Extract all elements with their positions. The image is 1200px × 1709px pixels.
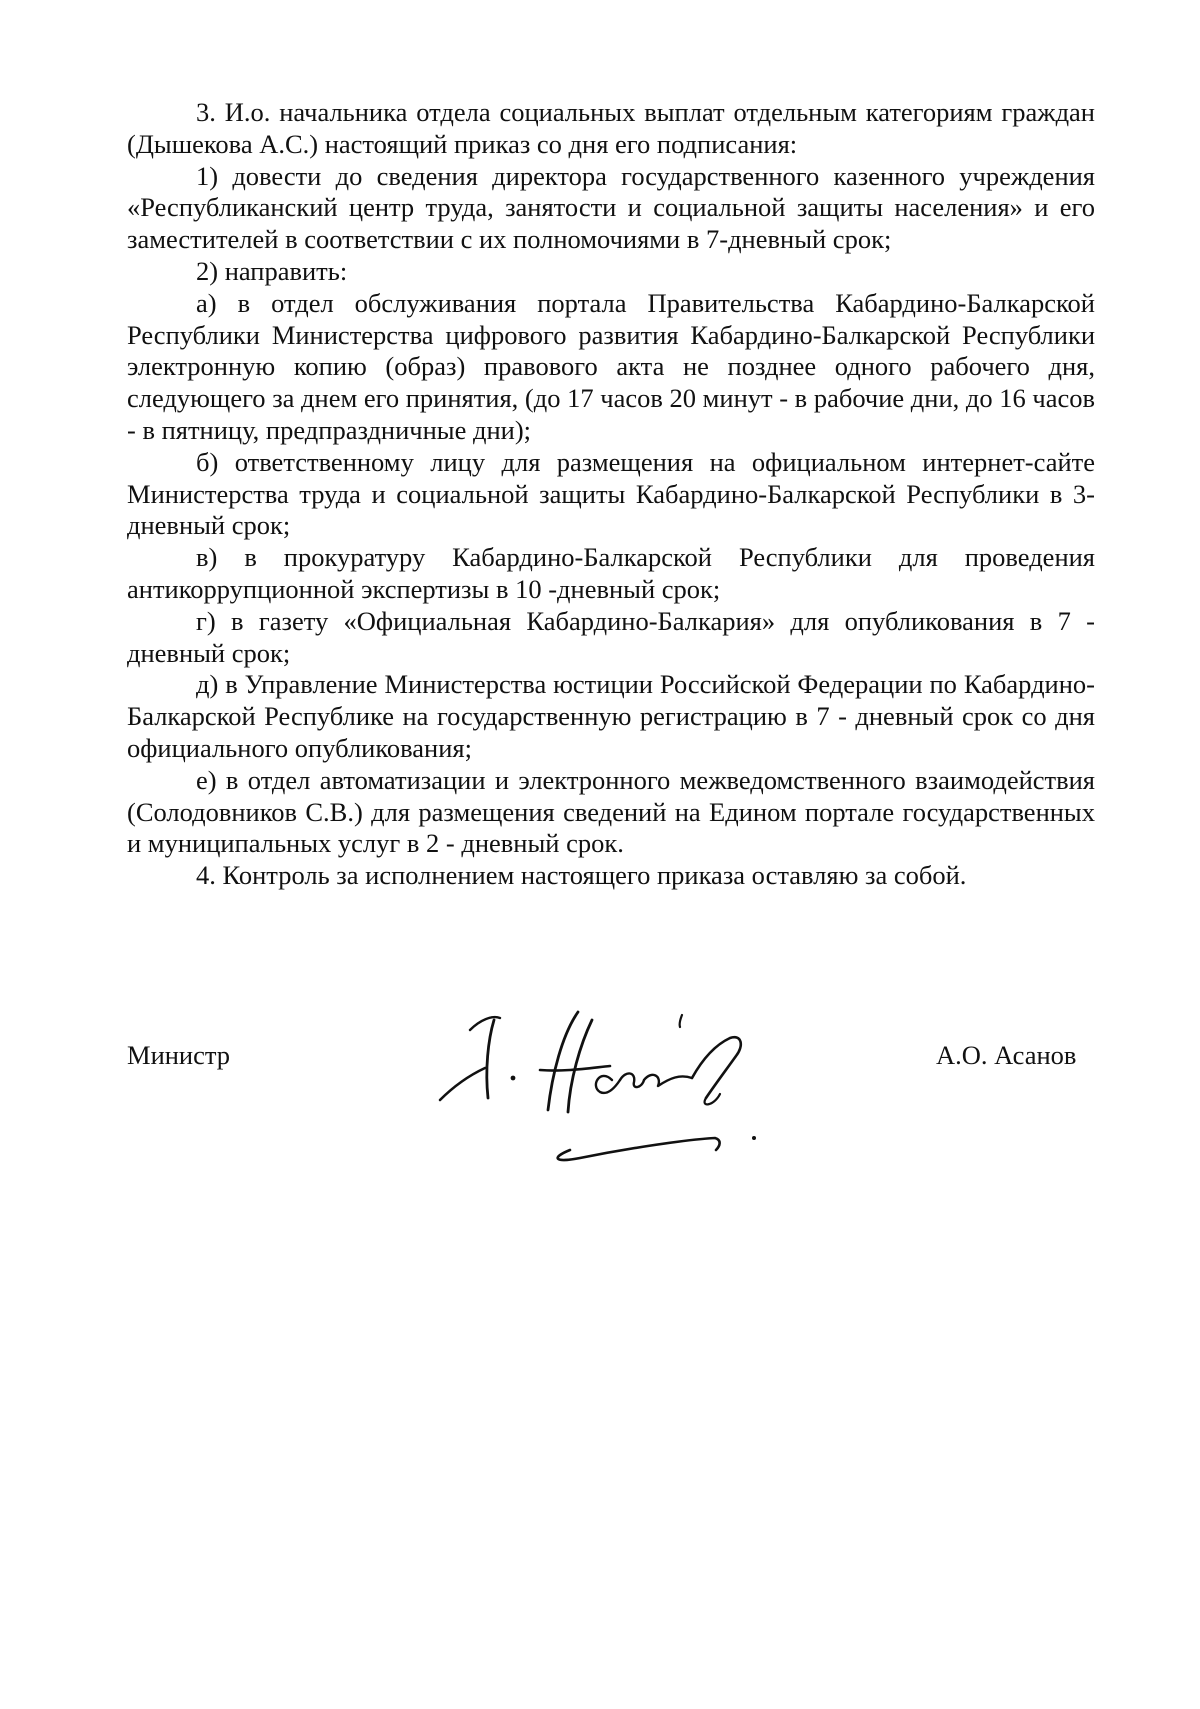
signer-name: А.О. Асанов — [936, 1040, 1077, 1070]
paragraph-subitem-v: в) в прокуратуру Кабардино-Балкарской Республики для проведения антикоррупционной экспертизы в 10 -дневный срок; — [127, 542, 1095, 604]
signer-position: Министр — [127, 1040, 231, 1070]
paragraph-item-4: 4. Контроль за исполнением настоящего приказа оставляю за собой. — [196, 860, 967, 891]
paragraph-subitem-2: 2) направить: — [196, 255, 348, 286]
paragraph-subitem-d: д) в Управление Министерства юстиции Российской Федерации по Кабардино-Балкарской Республике на государственную регистрацию в 7 - дневный срок со дня официального опубликования; — [127, 669, 1095, 763]
paragraph-subitem-e: е) в отдел автоматизации и электронного межведомственного взаимодействия (Солодовников С.В.) для размещения сведений на Едином портале государственных и муниципальных услуг в 2 - дневный срок. — [127, 764, 1095, 859]
order-text — [127, 97, 1095, 892]
paragraph-item-3: 3. И.о. начальника отдела социальных выплат отдельным категориям граждан (Дышекова А.С.) настоящий приказ со дня его подписания: — [127, 97, 1095, 159]
paragraph-subitem-b: б) ответственному лицу для размещения на официальном интернет-сайте Министерства труда и социальной защиты Кабардино-Балкарской Республики в 3-дневный срок; — [127, 446, 1095, 541]
paragraph-subitem-g: г) в газету «Официальная Кабардино-Балкария» для опубликования в 7 - дневный срок; — [127, 605, 1095, 668]
handwritten-signature — [430, 990, 830, 1170]
signature-block — [0, 1010, 1200, 1170]
paragraph-subitem-a: а) в отдел обслуживания портала Правительства Кабардино-Балкарской Республики Министерства цифрового развития Кабардино-Балкарской Республики электронную копию (образ) правового акта не позднее одного рабочего дня, следующего за днем его принятия, (до 17 часов 20 минут - в рабочие дни, до 16 часов - в пятницу, предпраздничные дни); — [127, 287, 1095, 445]
paragraph-subitem-1: 1) довести до сведения директора государственного казенного учреждения «Республиканский центр труда, занятости и социальной защиты населения» и его заместителей в соответствии с их полномочиями в 7-дневный срок; — [127, 160, 1095, 255]
